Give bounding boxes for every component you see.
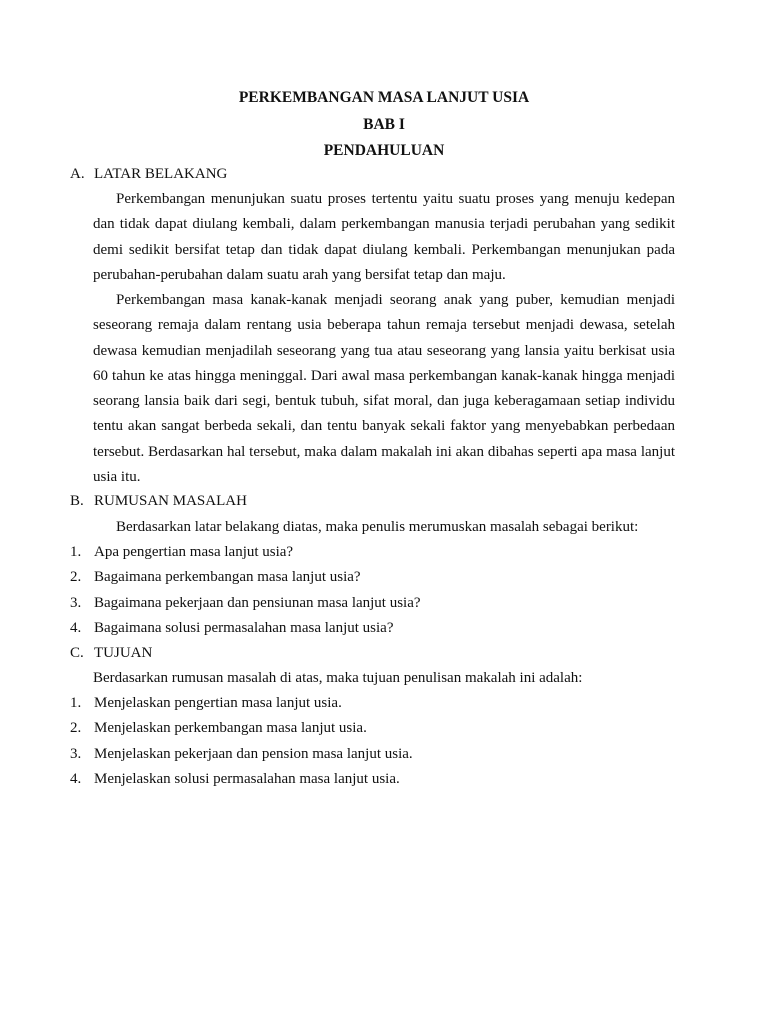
list-item: 3. Bagaimana pekerjaan dan pensiunan masa lanjut usia?	[70, 594, 421, 611]
chapter-title: PENDAHULUAN	[323, 142, 445, 159]
list-item: 3. Menjelaskan pekerjaan dan pension masa lanjut usia.	[70, 745, 413, 762]
objective-list	[70, 691, 413, 792]
section-a-paragraph-1: Perkembangan menunjukan suatu proses tertentu yaitu suatu proses yang menuju kedepan dan tidak dapat diulang kembali, dalam perkembangan manusia terjadi perubahan yang sedikit demi sedikit bersifat tetap dan tidak dapat diulang kembali. Perkembangan menunjukan pada perubahan-perubahan dalam suatu arah yang bersifat tetap dan maju.	[93, 191, 675, 283]
section-a-letter: A.	[70, 166, 85, 182]
list-item: 1. Apa pengertian masa lanjut usia?	[70, 544, 294, 560]
list-item: 2. Bagaimana perkembangan masa lanjut usia?	[70, 569, 361, 586]
section-a-paragraph-2: Perkembangan masa kanak-kanak menjadi seorang anak yang puber, kemudian menjadi seseorang remaja dalam rentang usia beberapa tahun remaja tersebut menjadi dewasa, setelah dewasa kemudian menjadilah seseorang yang tua atau seseorang yang lansia yaitu berkisat usia 60 tahun ke atas hingga meninggal. Dari awal masa perkembangan kanak-kanak hingga menjadi seorang lansia baik dari segi, bentuk tubuh, sifat moral, dan juga keberagamaan setiap individu tentu akan sangat berbeda sekali, dan tentu banyak sekali faktor yang menyebabkan perbedaan tersebut. Berdasarkan hal tersebut, maka dalam makalah ini akan dibahas seperti apa masa lanjut usia itu.	[93, 292, 675, 486]
list-item: 4. Menjelaskan solusi permasalahan masa lanjut usia.	[70, 770, 400, 787]
section-c-intro: Berdasarkan rumusan masalah di atas, maka tujuan penulisan makalah ini adalah:	[93, 670, 583, 686]
list-item: 4. Bagaimana solusi permasalahan masa lanjut usia?	[70, 619, 394, 636]
section-a-heading	[70, 164, 227, 184]
section-b-heading	[70, 491, 247, 511]
section-b-letter: B.	[70, 493, 84, 509]
document-title: PERKEMBANGAN MASA LANJUT USIA	[238, 89, 530, 106]
problem-list	[70, 540, 421, 641]
section-c-letter: C.	[70, 645, 84, 661]
section-b-intro: Berdasarkan latar belakang diatas, maka penulis merumuskan masalah sebagai berikut:	[116, 519, 639, 535]
list-item: 2. Menjelaskan perkembangan masa lanjut usia.	[70, 720, 367, 737]
list-item: 1. Menjelaskan pengertian masa lanjut usia.	[70, 695, 342, 711]
section-a-title: LATAR BELAKANG	[94, 166, 228, 182]
section-c-heading	[70, 643, 152, 663]
chapter-number: BAB I	[363, 116, 405, 133]
section-c-title: TUJUAN	[94, 645, 153, 661]
section-b-title: RUMUSAN MASALAH	[94, 493, 247, 509]
